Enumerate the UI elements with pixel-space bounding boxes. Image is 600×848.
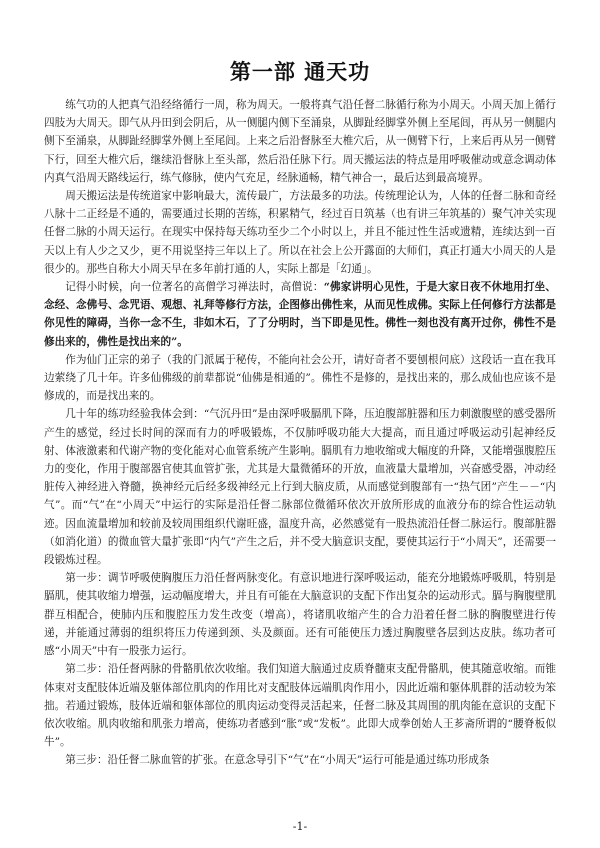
paragraph-3-quote: “佛家讲明心见性，于是大家日夜不休地用打坐、念经、念佛号、念咒语、观想、礼拜等修行方法，企图修出佛性来，从而见性成佛。实际上任何修行方法都是你见性的障碍，当你一念不生，非如木石，了了分明时，当下即是见性。佛性一刻也没有离开过你，佛性不是修出来的，佛性是找出来的”。: [44, 281, 556, 348]
paragraph-3: [44, 278, 556, 351]
paragraph-8: 第三步：沿任督二脉血管的扩张。在意念导引下“气”在“小周天”运行可能是通过练功形成条: [65, 754, 490, 767]
page-title: 第一部 通天功: [229, 59, 371, 84]
paragraph-5: 几十年的练功经验我体会到：“气沉丹田”是由深呼吸膈肌下降，压迫腹部脏器和压力刺激腹壁的感受器所产生的感觉，经过长时间的深而有力的呼吸锻炼，不仅肺呼吸功能大大提高，而且通过呼吸运动引起神经反射、体液激素和代谢产物的变化能对心血管系统产生影响。膈肌有力地收缩或大幅度的升降，又能增强腹腔压力的变化，作用于腹部器官使其血管扩张，尤其是大量微循环的开放，血液量大量增加，兴奋感受器，冲动经脏传入神经进入脊髓，换神经元后经多级神经元上行到大脑皮质，从而感觉到腹部有一“热气团”产生－－“内气”。而“气”在“小周天”中运行的实际是沿任督二脉部位微循环依次开放所形成的血液分布的综合性运动轨迹。因血流量增加和较前及较周围组织代谢旺盛，温度升高，必然感觉有一股热流沿任督二脉运行。腹部脏器（如消化道）的微血管大量扩张即“内气”产生之后，并不受大脑意识支配，要使其运行于“小周天”，还需要一段锻炼过程。: [44, 408, 556, 567]
paragraph-6: 第一步：调节呼吸使胸腹压力沿任督两脉变化。有意识地进行深呼吸运动，能充分地锻炼呼吸肌，特别是膈肌，使其收缩力增强，运动幅度增大，并且有可能在大脑意识的支配下作出复杂的运动形式。膈与胸腹壁肌群互相配合，使肺内压和腹腔压力发生改变（增高），将诸肌收缩产生的合力沿着任督二脉的胸腹壁进行传递，并能通过薄弱的组织将压力传递到颈、头及颜面。还有可能使压力透过胸腹壁各层到达皮肤。练功者可感“小周天”中有一股张力运行。: [44, 572, 556, 658]
page-number: -1-: [292, 820, 308, 833]
paragraph-4: 作为仙门正宗的弟子（我的门派属于秘传，不能向社会公开，请好奇者不要刨根问底）这段话一直在我耳边萦绕了几十年。许多仙佛级的前辈都说“仙佛是相通的”。佛性不是修的，是找出来的，那么成仙也应该不是修成的，而是找出来的。: [44, 353, 556, 403]
paragraph-2: 周天搬运法是传统道家中影响最大，流传最广，方法最多的功法。传统理论认为，人体的任督二脉和奇经八脉十二正经是不通的，需要通过长期的苦练，积累精气，经过百日筑基（也有讲三年筑基的）聚气冲关实现任督二脉的小周天运行。在现实中保持每天练功至少二个小时以上，并且不能过性生活或遗精，连续达到一百天以上有人少之又少，更不用说坚持三年以上了。所以在社会上公开露面的大师们，真正打通大小周天的人是很少的。那些自称大小周天早在多年前打通的人，实际上都是「幻通」。: [44, 190, 556, 275]
paragraph-3-text: 记得小时候，向一位著名的高僧学习禅法时，高僧说：: [65, 281, 324, 294]
paragraph-7: 第二步：沿任督两脉的骨骼肌依次收缩。我们知道大脑通过皮质脊髓束支配骨骼肌，使其随意收缩。而锥体束对支配肢体近端及躯体部位肌肉的作用比对支配肢体远端肌肉作用小，因此近端和躯体肌群的活动较为笨拙。若通过锻炼，肢体近端和躯体部位的肌肉运动变得灵活起来，任督二脉及其周围的肌肉能在意识的支配下依次收缩。肌肉收缩和肌张力增高，使练功者感到“胀”或“发板”。此即大成拳创始人王芗斋所谓的“腰脊板似牛”。: [44, 663, 556, 749]
paragraph-1: 练气功的人把真气沿经络循行一周，称为周天。一般将真气沿任督二脉循行称为小周天。小周天加上循行四肢为大周天。即气从丹田到会阴后，从一侧腿内侧下至涌泉，从脚趾经脚掌外侧上至尾闾，再从另一侧腿内侧下至涌泉，从脚趾经脚掌外侧上至尾闾。上来之后沿督脉至大椎穴后，从一侧臂下行，上来后再从另一侧臂下行，回至大椎穴后，继续沿督脉上至头部，然后沿任脉下行。周天搬运法的特点是用呼吸催动或意念调动体内真气沿周天路线运行，练气修脉，使内气充足，经脉通畅，精气神合一，最后达到最高境界。: [44, 99, 556, 184]
document-body: [44, 96, 556, 770]
